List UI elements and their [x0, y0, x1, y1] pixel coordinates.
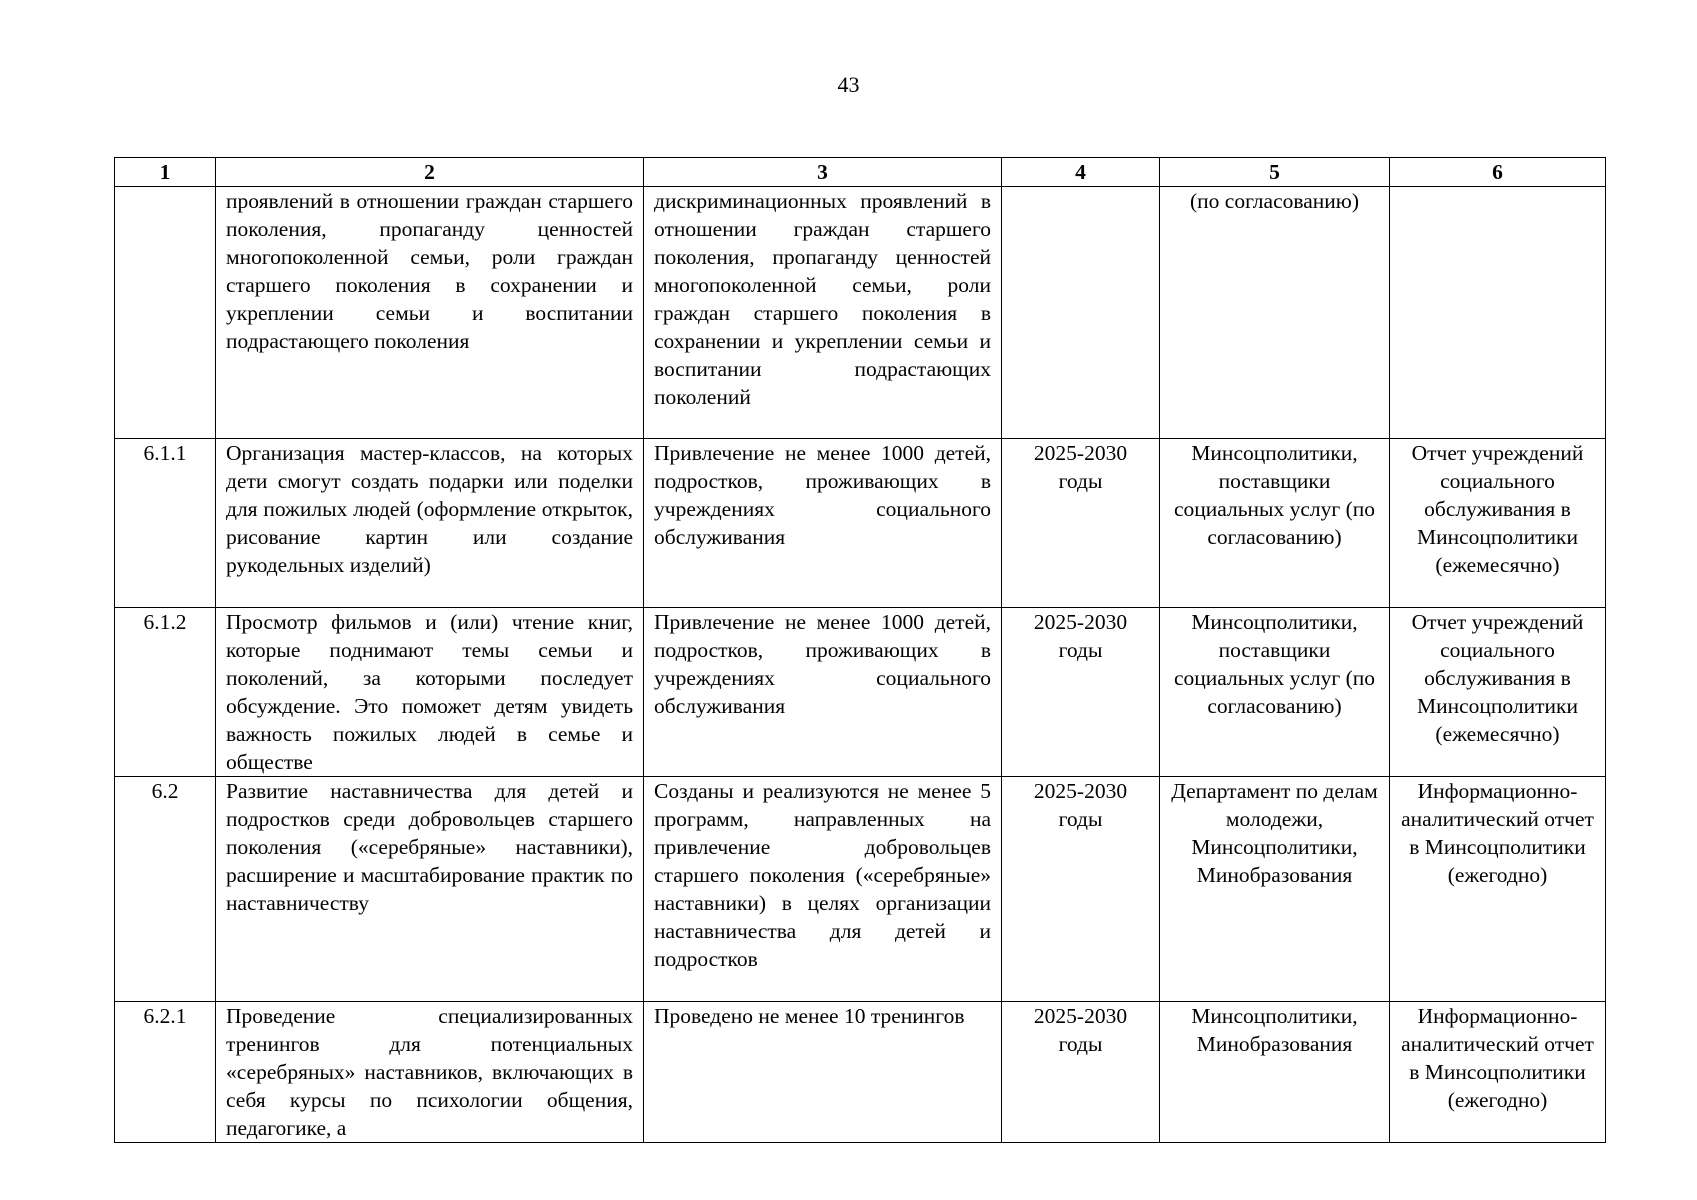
period-cell: 2025-2030 годы	[1002, 777, 1160, 1002]
period-cell: 2025-2030 годы	[1002, 439, 1160, 608]
executors-cell: Минсоцполитики, поставщики социальных услуг (по согласованию)	[1160, 608, 1390, 777]
header-cell-2: 2	[216, 158, 644, 187]
executors-cell: Департамент по делам молодежи, Минсоцполитики, Минобразования	[1160, 777, 1390, 1002]
header-cell-6: 6	[1390, 158, 1606, 187]
header-cell-1: 1	[115, 158, 216, 187]
row-number: 6.1.1	[115, 439, 216, 608]
activity-cell: Просмотр фильмов и (или) чтение книг, которые поднимают темы семьи и поколений, за которыми последует обсуждение. Это поможет детям увидеть важность пожилых людей в семье и обществе	[216, 608, 644, 777]
activity-cell: Проведение специализированных тренингов для потенциальных «серебряных» наставников, включающих в себя курсы по психологии общения, педагогике, а	[216, 1002, 644, 1143]
table-row	[115, 1002, 1606, 1143]
activity-cell: проявлений в отношении граждан старшего поколения, пропаганду ценностей многопоколенной семьи, роли граждан старшего поколения в сохранении и укреплении семьи и воспитании подрастающего поколения	[216, 187, 644, 439]
row-number: 6.2	[115, 777, 216, 1002]
period-cell: 2025-2030 годы	[1002, 608, 1160, 777]
report-cell: Информационно-аналитический отчет в Минсоцполитики (ежегодно)	[1390, 777, 1606, 1002]
result-cell: Созданы и реализуются не менее 5 программ, направленных на привлечение добровольцев старшего поколения («серебряные» наставники) в целях организации наставничества для детей и подростков	[644, 777, 1002, 1002]
result-cell: дискриминационных проявлений в отношении граждан старшего поколения, пропаганду ценностей многопоколенной семьи, роли граждан старшего поколения в сохранении и укреплении семьи и воспитании подрастающих поколений	[644, 187, 1002, 439]
table-row	[115, 777, 1606, 1002]
result-cell: Привлечение не менее 1000 детей, подростков, проживающих в учреждениях социального обслуживания	[644, 439, 1002, 608]
executors-cell: Минсоцполитики, Минобразования	[1160, 1002, 1390, 1143]
page-number: 43	[837, 72, 860, 97]
table-row	[115, 439, 1606, 608]
header-cell-4: 4	[1002, 158, 1160, 187]
header-cell-5: 5	[1160, 158, 1390, 187]
header-cell-3: 3	[644, 158, 1002, 187]
result-cell: Проведено не менее 10 тренингов	[644, 1002, 1002, 1143]
executors-cell: (по согласованию)	[1160, 187, 1390, 439]
report-cell: Отчет учреждений социального обслуживания в Минсоцполитики (ежемесячно)	[1390, 439, 1606, 608]
period-cell	[1002, 187, 1160, 439]
report-cell: Отчет учреждений социального обслуживания в Минсоцполитики (ежемесячно)	[1390, 608, 1606, 777]
row-number: 6.1.2	[115, 608, 216, 777]
plan-table	[114, 157, 1606, 1143]
activity-cell: Развитие наставничества для детей и подростков среди добровольцев старшего поколения («серебряные» наставники), расширение и масштабирование практик по наставничеству	[216, 777, 644, 1002]
header-row	[115, 158, 1606, 187]
period-cell: 2025-2030 годы	[1002, 1002, 1160, 1143]
table-row	[115, 608, 1606, 777]
result-cell: Привлечение не менее 1000 детей, подростков, проживающих в учреждениях социального обслуживания	[644, 608, 1002, 777]
executors-cell: Минсоцполитики, поставщики социальных услуг (по согласованию)	[1160, 439, 1390, 608]
report-cell: Информационно-аналитический отчет в Минсоцполитики (ежегодно)	[1390, 1002, 1606, 1143]
report-cell	[1390, 187, 1606, 439]
row-number	[115, 187, 216, 439]
activity-cell: Организация мастер-классов, на которых дети смогут создать подарки или поделки для пожилых людей (оформление открыток, рисование картин или создание рукодельных изделий)	[216, 439, 644, 608]
row-number: 6.2.1	[115, 1002, 216, 1143]
table-row	[115, 187, 1606, 439]
